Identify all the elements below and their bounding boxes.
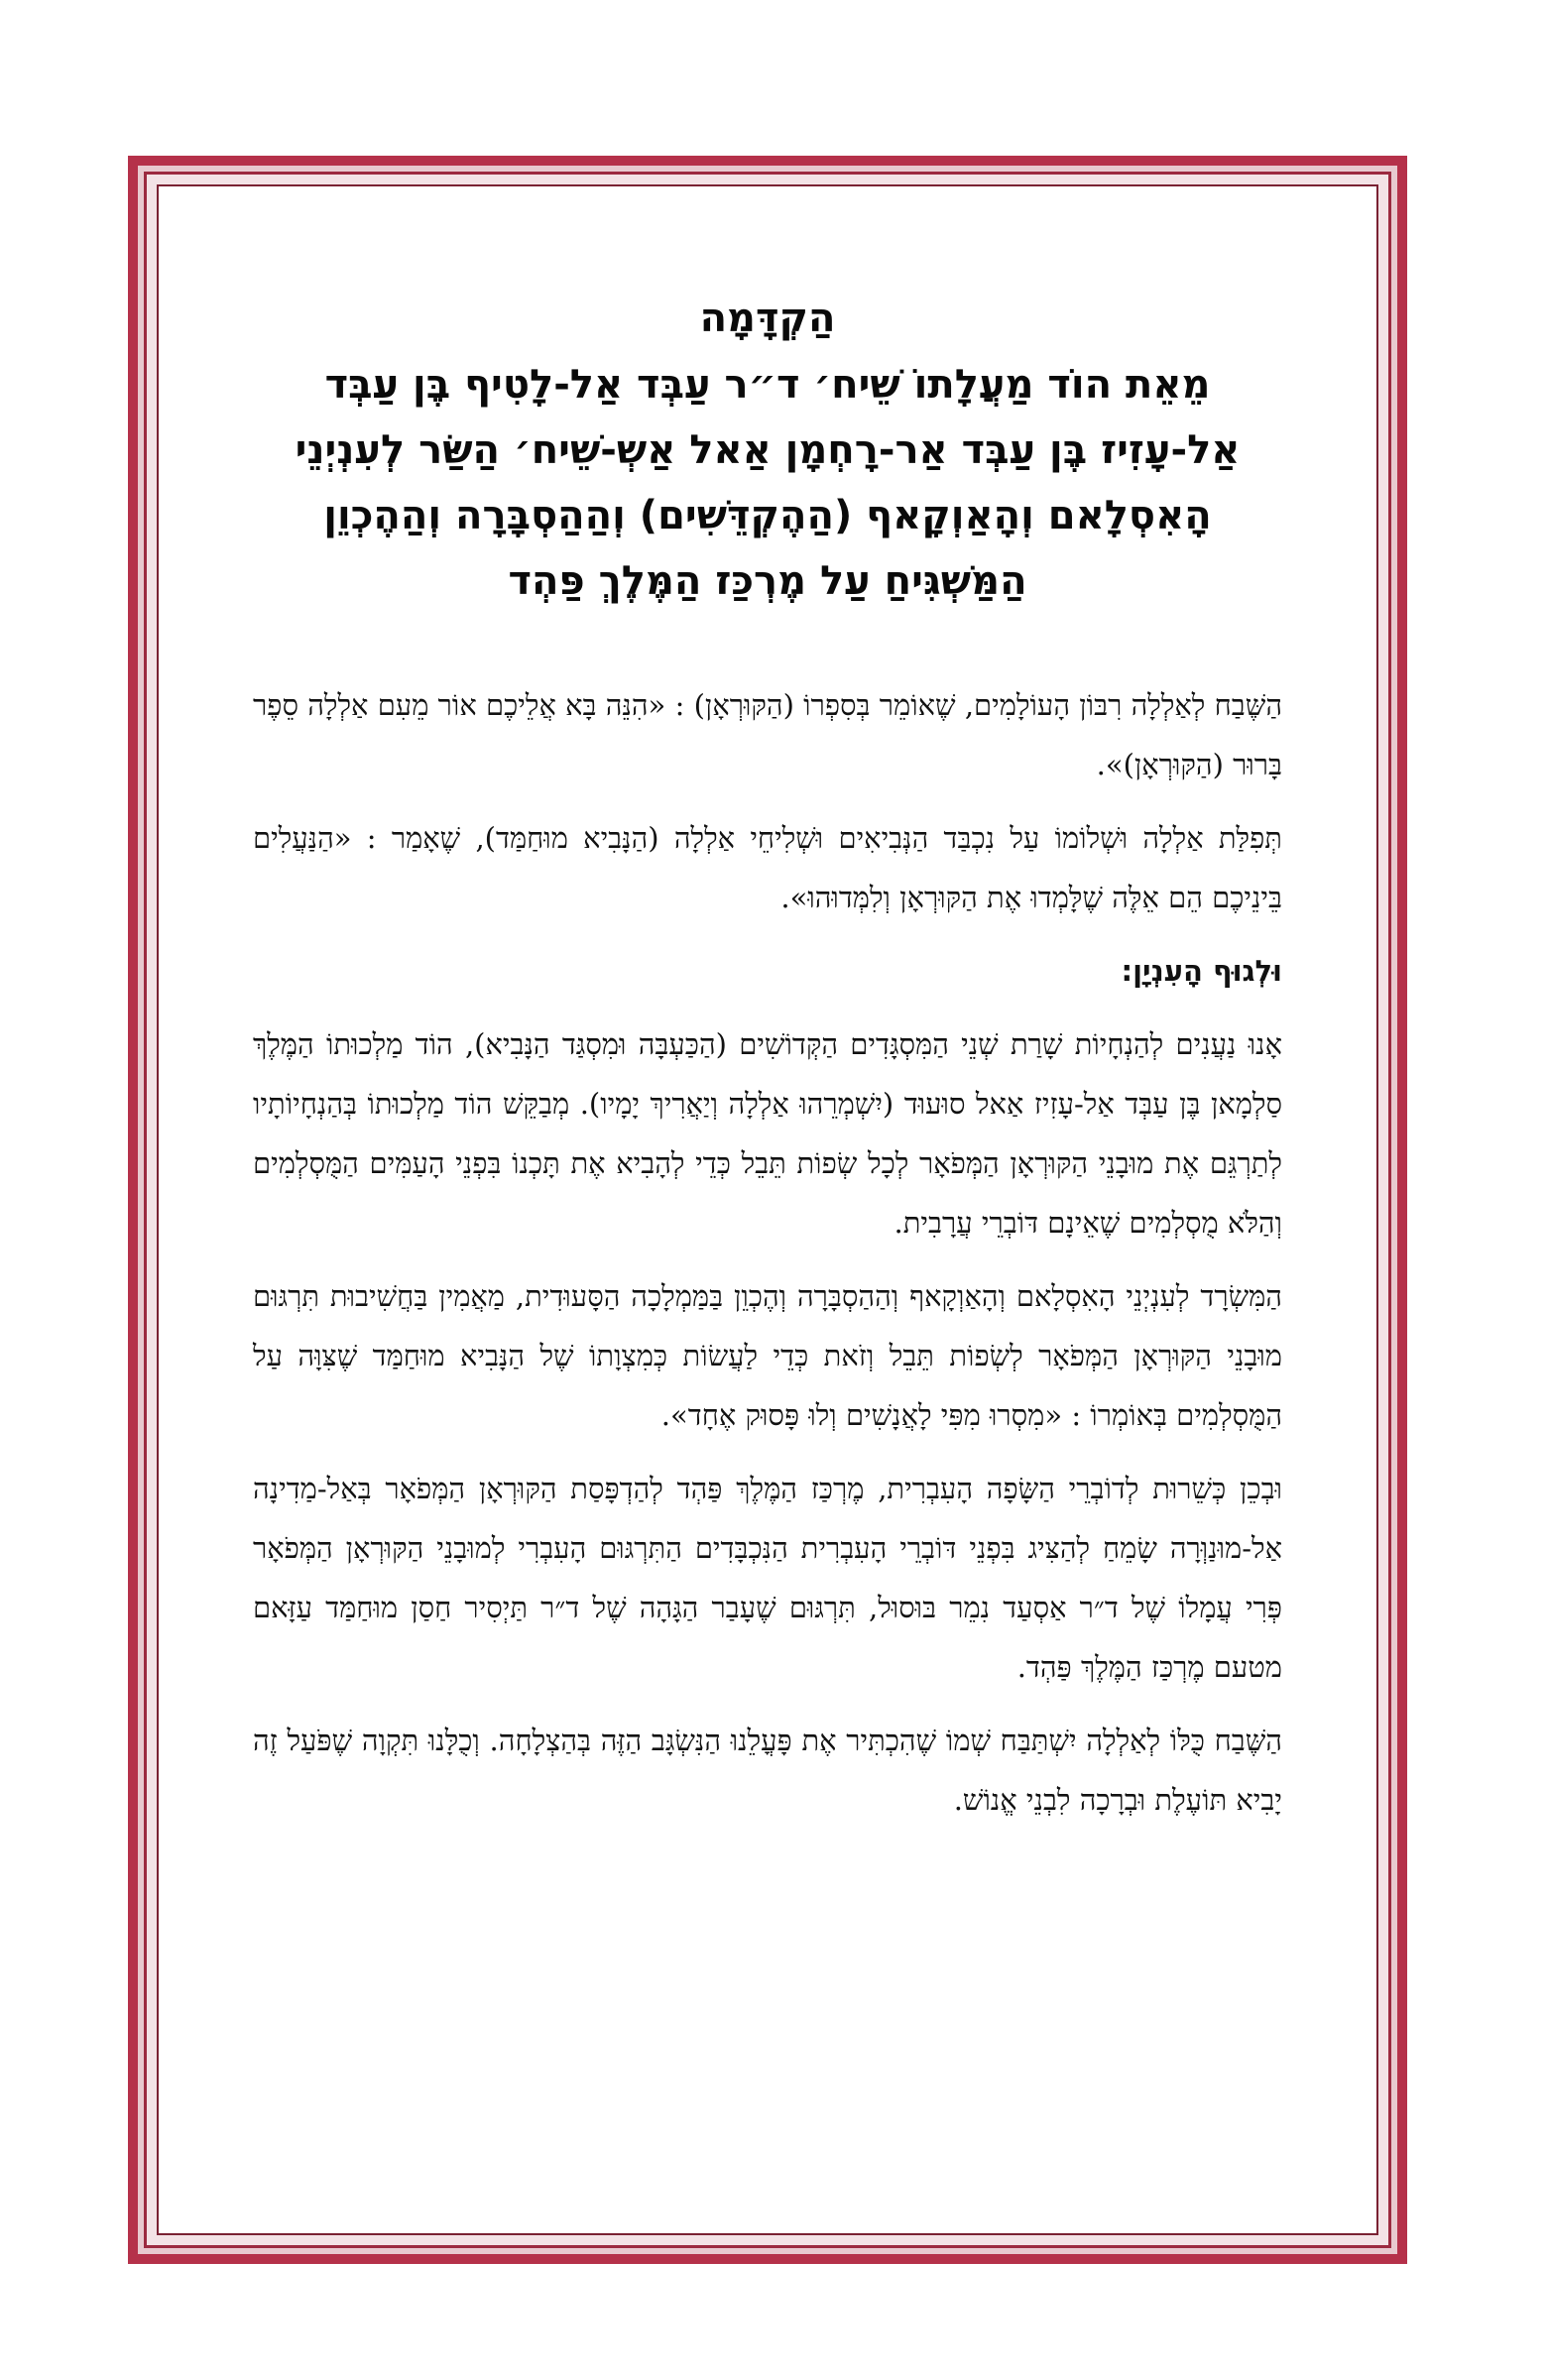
paragraph: תְּפִלַּת אַלְלָה וּשְׁלוֹמוֹ עַל נִכְבַּד הַנְּבִיאִים וּשְׁלִיחֵי אַלְלָה (הַנָּבִיא מוּחַמַּד), שֶׁאָמַר : «הַנַּעֲלִים בֵּינֵיכֶם הֵם אֵלֶּה שֶׁלָּמְדוּ אֶת הַקּוּרְאָן וְלִמְּדוּהוּ». (253, 821, 1282, 914)
heading-line: מֵאֵת הוֹד מַעֲלָתוֹ שֵׁיח׳ ד״ר עַבְּד אַל-לָטִיף בֶּן עַבְּד (324, 362, 1211, 408)
heading-block (253, 291, 1282, 614)
heading-line: אַל-עָזִיז בֶּן עַבְּד אַר-רָחְמָן אַאל אַשְ-שֵׁיח׳ הַשַּׂר לְעִנְיְנֵי (295, 427, 1241, 473)
paragraph: הַשֶּׁבַח כֻּלּוֹ לְאַלְלָה יִשְׁתַּבַּח שְׁמוֹ שֶׁהִכְתִּיר אֶת פָּעֳלֵנוּ הַנִּשְׂגָּב הַזֶּה בְּהַצְלָחָה. וְכֻלָּנוּ תִּקְוָה שֶׁפֹּעַל זֶה יָבִיא תּוֹעֶלֶת וּבְרָכָה לִבְנֵי אֱנוֹשׁ. (253, 1724, 1282, 1817)
paragraph: וּבְכֵן כְּשֵׁרוּת לְדוֹבְרֵי הַשָּׂפָה הָעִבְרִית, מֶרְכַּז הַמֶּלֶךְ פַּהְד לְהַדְפָּסַת הַקּוּרְאָן הַמְּפֹאָר בְּאַל-מַדִינָה אַל-מוּנַוְּרָה שָׂמֵחַ לְהַצִּיג בִּפְנֵי דּוֹבְרֵי הָעִבְרִית הַנִּכְבָּדִים הַתִּרְגּוּם הָעִבְרִי לְמוּבָנֵי הַקּוּרְאָן הַמְּפֹאָר פְּרִי עֲמָלוֹ שֶׁל ד״ר אַסְעַד נִמֵר בּוּסוּל, תִּרְגּוּם שֶׁעָבַר הַגָּהָה שֶׁל ד״ר תַּיְסִיר חַסַן מוּחַמַּד עַזָּאם מטעם מֶרְכַּז הַמֶּלֶךְ פַּהְד. (253, 1472, 1282, 1684)
paragraph: אָנוּ נַעֲנִים לְהַנְחָיוֹת שָׁרַת שְׁנֵי הַמִּסְגָּדִים הַקְּדוֹשִׁים (הַכַּעְבָּה וּמִסְגַּד הַנָּבִיא), הוֹד מַלְכוּתוֹ הַמֶּלֶךְ סַלְמָאן בֶּן עַבְּד אַל-עָזִיז אַאל סוּעוּד (יִשְׁמְרֵהוּ אַלְלָה וְיַאֲרִיךְ יָמָיו). מְבַקֵּשׁ הוֹד מַלְכוּתוֹ בְּהַנְחָיוֹתָיו לְתַרְגֵּם אֶת מוּבָנֵי הַקּוּרְאָן הַמְּפֹאָר לְכָל שְׂפוֹת תֵּבֵל כְּדֵי לְהָבִיא אֶת תָּכְנוֹ בִּפְנֵי הָעַמִּים הַמֻּסְלְמִים וְהַלֹּא מֻסְלְמִים שֶׁאֵינָם דּוֹבְרֵי עֲרָבִית. (253, 1027, 1282, 1240)
body-text (253, 675, 1282, 1830)
text-panel (157, 184, 1378, 2235)
border-band (138, 166, 1397, 2254)
page-border (128, 156, 1407, 2264)
border-band-inner (144, 172, 1391, 2248)
page-content (253, 291, 1282, 1844)
subheading: וּלְגוּף הָעִנְיָן: (1121, 954, 1282, 988)
paragraph: הַמִּשְׂרָד לְעִנְיְנֵי הָאִסְלָאם וְהָאַוְקָאף וְהַהַסְבָּרָה וְהֶכְוֵן בַּמַּמְלָכָה הַסָּעוּדִית, מַאֲמִין בַּחֲשִׁיבוּת תִּרְגּוּם מוּבָנֵי הַקּוּרְאָן הַמְּפֹאָר לְשְׂפוֹת תֵּבֵל וְזֹאת כְּדֵי לַעֲשׂוֹת כְּמִצְוָתוֹ שֶׁל הַנָּבִיא מוּחַמַּד שֶׁצִּוָּה עַל הַמֻּסְלְמִים בְּאוֹמְרוֹ : «מִסְרוּ מִפִּי לָאֲנָשִׁים וְלוּ פָּסוּק אֶחָד». (253, 1279, 1282, 1432)
page-title: הַקְדָּמָה (699, 296, 836, 341)
paragraph: הַשֶּׁבַח לְאַלְלָה רִבּוֹן הָעוֹלָמִים, שֶׁאוֹמֵר בְּסִפְרוֹ (הַקּוּרְאָן) : «הִנֵּה בָּא אֲלֵיכֶם אוֹר מֵעִם אַלְלָה סֵפֶר בָּרוּר (הַקּוּרְאָן)». (253, 688, 1282, 781)
heading-line: הַמַּשְׁגִּיחַ עַל מֶרְכַּז הַמֶּלֶךְ פַּהְד (508, 558, 1027, 604)
heading-line: הָאִסְלָאם וְהָאַוְקָאף (הַהֶקְדֵּשִׁים) וְהַהַסְבָּרָה וְהַהֶכְוֵן (323, 493, 1212, 538)
